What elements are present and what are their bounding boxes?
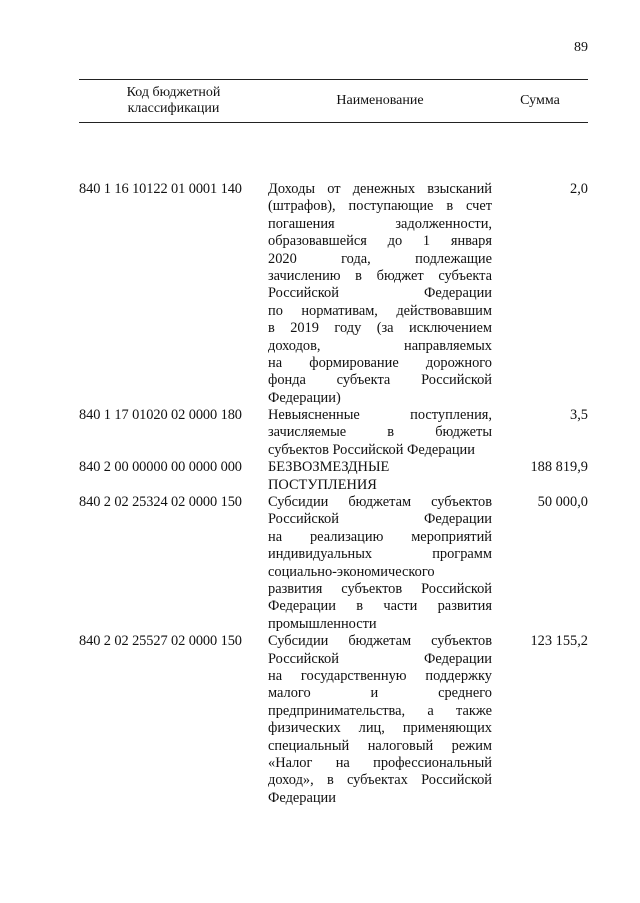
table-header [79,79,588,123]
cell-name [268,459,492,494]
header-sum: Сумма [520,93,560,108]
cell-name [268,181,492,407]
cell-name-line: Федерации [268,789,336,806]
cell-name-line: доходов, направляемых [268,337,492,354]
cell-name-line: физических лиц, применяющих [268,720,492,737]
cell-name-line: Доходы от денежных взысканий [268,181,492,197]
cell-name [268,407,492,459]
cell-sum: 50 000,0 [537,494,588,511]
cell-name-line: БЕЗВОЗМЕЗДНЫЕ [268,459,390,476]
cell-name-line: «Налог на профессиональный [268,754,492,771]
cell-name-line: зачисляемые в бюджеты [268,424,492,441]
cell-code: 840 2 00 00000 00 0000 000 [79,459,242,476]
cell-sum: 2,0 [570,181,588,197]
table-body [79,181,588,807]
cell-name-line: 2020 года, подлежащие [268,250,492,267]
cell-name-line: малого и среднего [268,685,492,702]
cell-name-line: промышленности [268,615,377,632]
cell-name-line: погашения задолженности, [268,215,492,232]
header-code-line2: классификации [127,101,220,116]
cell-name-line: ПОСТУПЛЕНИЯ [268,476,377,493]
cell-name-line: специальный налоговый режим [268,737,492,754]
cell-name-line: на государственную поддержку [268,667,492,684]
cell-code: 840 2 02 25324 02 0000 150 [79,494,242,511]
cell-name [268,633,492,807]
cell-name-line: Российской Федерации [268,285,492,302]
cell-name-line: индивидуальных программ [268,546,492,563]
table-row [79,633,588,807]
cell-name-line: Российской Федерации [268,650,492,667]
cell-name-line: фонда субъекта Российской [268,372,492,389]
cell-name-line: доход», в субъектах Российской [268,772,492,789]
cell-name-line: развития субъектов Российской [268,580,492,597]
cell-name-line: предпринимательства, а также [268,702,492,719]
cell-name-line: зачислению в бюджет субъекта [268,267,492,284]
header-code-line1: Код бюджетной [126,85,221,100]
cell-code: 840 2 02 25527 02 0000 150 [79,633,242,650]
cell-name-line: на реализацию мероприятий [268,528,492,545]
cell-name-line: социально-экономического [268,563,435,580]
cell-name-line: в 2019 году (за исключением [268,320,492,337]
cell-name-line: на формирование дорожного [268,354,492,371]
cell-code: 840 1 16 10122 01 0001 140 [79,181,242,197]
cell-sum: 123 155,2 [530,633,588,650]
cell-name [268,494,492,633]
cell-name-line: Федерации в части развития [268,598,492,615]
cell-name-line: Субсидии бюджетам субъектов [268,633,492,650]
cell-name-line: образовавшейся до 1 января [268,233,492,250]
cell-name-line: Федерации) [268,389,341,406]
cell-sum: 188 819,9 [530,459,588,476]
cell-name-line: Невыясненные поступления, [268,407,492,424]
cell-sum: 3,5 [570,407,588,424]
cell-name-line: Субсидии бюджетам субъектов [268,494,492,511]
cell-name-line: по нормативам, действовавшим [268,302,492,319]
cell-name-line: субъектов Российской Федерации [268,441,475,458]
table-row [79,494,588,633]
cell-name-line: Российской Федерации [268,511,492,528]
cell-name-line: (штрафов), поступающие в счет [268,198,492,215]
header-code [79,80,268,122]
table-row [79,407,588,459]
cell-code: 840 1 17 01020 02 0000 180 [79,407,242,424]
table-row [79,181,588,407]
table-row [79,459,588,494]
header-name: Наименование [336,93,424,108]
page-number: 89 [574,40,588,55]
budget-table [79,79,588,807]
